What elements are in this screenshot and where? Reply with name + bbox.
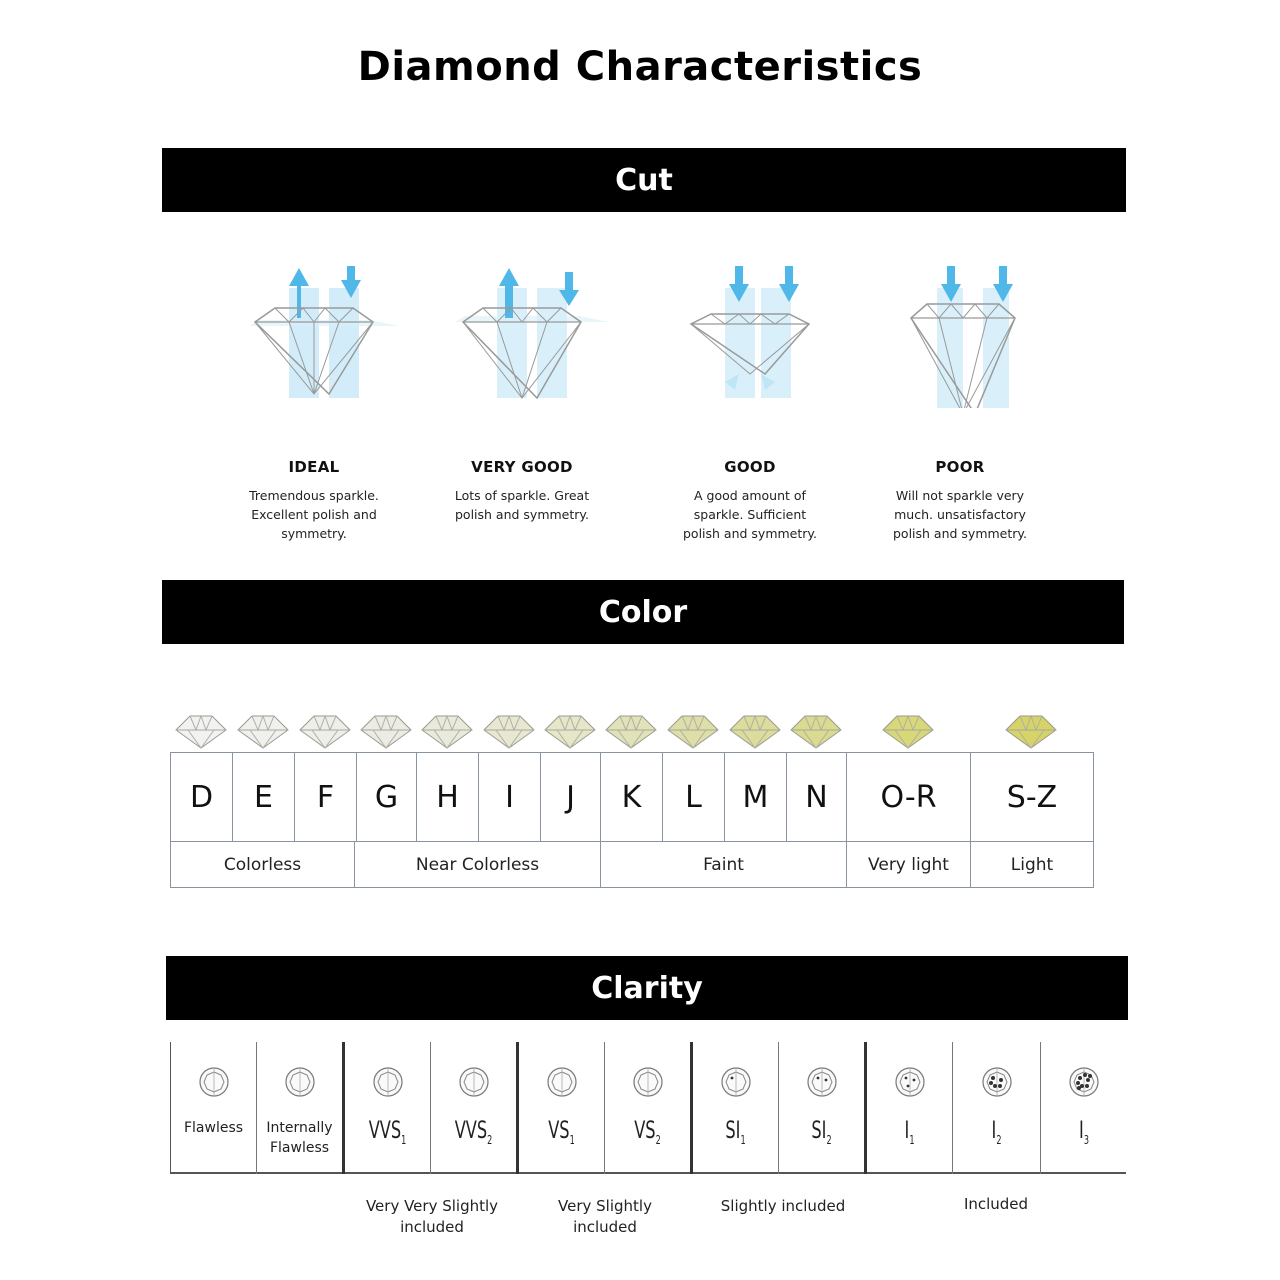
clarity-grade-cell <box>867 1042 953 1174</box>
page-title: Diamond Characteristics <box>357 44 923 90</box>
round-diamond-top-icon <box>632 1066 664 1098</box>
diamond-gem-icon <box>600 708 662 752</box>
diamond-gem-icon <box>232 708 294 752</box>
cut-grade-very-good <box>422 258 622 524</box>
clarity-scale-table <box>170 1042 1126 1174</box>
clarity-grade-cell <box>693 1042 779 1174</box>
color-grade-cell: N <box>787 753 847 841</box>
clarity-grade-label: $VS_2$ <box>634 1116 661 1147</box>
color-grade-cell: K <box>601 753 663 841</box>
clarity-grade-label: $I_2$ <box>991 1116 1002 1147</box>
clarity-grade-label: $VVS_2$ <box>454 1116 493 1147</box>
diamond-gem-icon <box>1000 708 1062 752</box>
diamond-gem-icon <box>724 708 786 752</box>
diamond-gem-icon <box>170 708 232 752</box>
clarity-group-i: Included <box>963 1195 1029 1213</box>
cut-grade-name: GOOD <box>724 458 776 476</box>
color-range-near-colorless: Near Colorless <box>355 841 601 887</box>
diamond-gem-icon <box>294 708 356 752</box>
round-diamond-top-icon <box>894 1066 926 1098</box>
color-range-faint: Faint <box>601 841 847 887</box>
diamond-gem-icon <box>877 708 939 752</box>
cut-grade-good <box>650 258 850 543</box>
color-grade-cell: H <box>417 753 479 841</box>
clarity-grade-cell <box>953 1042 1041 1174</box>
cut-grade-description: Tremendous sparkle. Excellent polish and symmetry. <box>249 488 379 541</box>
good-cut-diagram-icon <box>665 258 835 408</box>
color-scale-table <box>170 752 1094 888</box>
poor-cut-diagram-icon <box>875 258 1045 408</box>
round-diamond-top-icon <box>1068 1066 1100 1098</box>
color-gem-row <box>170 708 1094 756</box>
clarity-grade-label: Flawless <box>183 1120 244 1136</box>
cut-grade-ideal <box>214 258 414 543</box>
clarity-grade-label: Internally Flawless <box>266 1120 333 1156</box>
round-diamond-top-icon <box>981 1066 1013 1098</box>
diamond-gem-icon <box>662 708 724 752</box>
clarity-grade-label: $SI_1$ <box>725 1116 746 1147</box>
color-grade-cell: O-R <box>847 753 971 841</box>
round-diamond-top-icon <box>372 1066 404 1098</box>
clarity-grade-cell <box>605 1042 693 1174</box>
diamond-gem-icon <box>539 708 601 752</box>
color-range-light: Light <box>971 841 1093 887</box>
clarity-grade-cell <box>257 1042 345 1174</box>
diamond-gem-icon <box>785 708 847 752</box>
color-grade-cell: D <box>171 753 233 841</box>
clarity-group-si: Slightly included <box>720 1197 846 1215</box>
clarity-grade-cell <box>519 1042 605 1174</box>
clarity-grade-label: $SI_2$ <box>811 1116 832 1147</box>
clarity-grade-cell <box>779 1042 867 1174</box>
color-range-colorless: Colorless <box>171 841 355 887</box>
clarity-section-header: Clarity <box>166 956 1128 1020</box>
color-grade-cell: E <box>233 753 295 841</box>
clarity-grade-cell <box>431 1042 519 1174</box>
cut-grade-poor <box>860 258 1060 543</box>
color-section-header: Color <box>162 580 1124 644</box>
color-grade-cell: S-Z <box>1006 779 1058 815</box>
cut-grade-name: VERY GOOD <box>471 458 573 476</box>
round-diamond-top-icon <box>806 1066 838 1098</box>
cut-grade-description: Lots of sparkle. Great polish and symmetry. <box>454 488 590 522</box>
diamond-gem-icon <box>478 708 540 752</box>
round-diamond-top-icon <box>458 1066 490 1098</box>
cut-grade-description: Will not sparkle very much. unsatisfactory polish and symmetry. <box>892 488 1027 541</box>
round-diamond-top-icon <box>198 1066 230 1098</box>
diamond-gem-icon <box>355 708 417 752</box>
cut-grade-description: A good amount of sparkle. Sufficient polish and symmetry. <box>682 488 817 541</box>
color-grade-cell: M <box>725 753 787 841</box>
diamond-gem-icon <box>416 708 478 752</box>
color-grade-cell: J <box>541 753 601 841</box>
clarity-group-vvs: Very Very Slightly included <box>365 1197 499 1236</box>
cut-grade-name: IDEAL <box>288 458 340 476</box>
ideal-cut-diagram-icon <box>229 258 399 408</box>
round-diamond-top-icon <box>546 1066 578 1098</box>
color-range-very-light: Very light <box>847 841 971 887</box>
clarity-grade-cell <box>345 1042 431 1174</box>
clarity-grade-label: $I_1$ <box>904 1116 915 1147</box>
round-diamond-top-icon <box>284 1066 316 1098</box>
color-grade-cell: L <box>663 753 725 841</box>
clarity-group-vs: Very Slightly included <box>558 1197 652 1236</box>
clarity-grade-label: $I_3$ <box>1079 1116 1089 1147</box>
cut-section-header: Cut <box>162 148 1126 212</box>
color-grade-cell: G <box>357 753 417 841</box>
clarity-grade-cell <box>171 1042 257 1174</box>
very-good-cut-diagram-icon <box>437 258 607 408</box>
clarity-grade-label: $VS_1$ <box>548 1116 575 1147</box>
cut-grade-name: POOR <box>935 458 985 476</box>
clarity-grade-label: $VVS_1$ <box>368 1116 407 1147</box>
round-diamond-top-icon <box>720 1066 752 1098</box>
color-grade-cell: F <box>295 753 357 841</box>
clarity-grade-cell <box>1041 1042 1127 1174</box>
color-grade-cell: I <box>479 753 541 841</box>
